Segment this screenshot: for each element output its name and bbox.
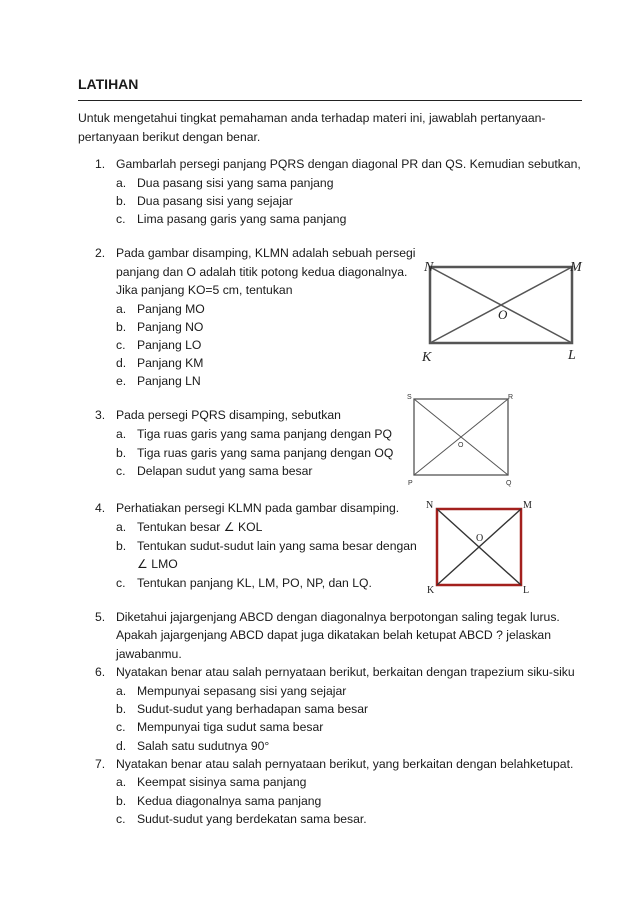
item-text: Panjang LO [137, 338, 202, 352]
item-label: d. [116, 356, 127, 370]
item-label: c. [116, 812, 126, 826]
vertex-label-s: S [407, 394, 412, 401]
item-text: Delapan sudut yang sama besar [137, 464, 313, 478]
question-number: 2. [95, 246, 106, 260]
vertex-label-r: R [508, 394, 514, 401]
question-text: Diketahui jajargenjang ABCD dengan diagonalnya berpotongan saling tegak lurus. [116, 610, 560, 624]
item-label: b. [116, 194, 127, 208]
vertex-label-l: L [523, 585, 530, 595]
question-text: Perhatiakan persegi KLMN pada gambar disamping. [116, 501, 400, 515]
figure-square-klmn [425, 497, 537, 595]
item-label: a. [116, 427, 127, 441]
item-text: Dua pasang sisi yang sejajar [137, 194, 293, 208]
item-text: Panjang LN [137, 374, 201, 388]
question-number: 7. [95, 757, 106, 771]
item-text: Sudut-sudut yang berdekatan sama besar. [137, 812, 367, 826]
item-label: b. [116, 320, 127, 334]
figure-square-pqrs [404, 391, 524, 487]
item-text: Salah satu sudutnya 90° [137, 739, 270, 753]
vertex-label-n: N [424, 260, 434, 275]
item-text: Lima pasang garis yang sama panjang [137, 212, 347, 226]
question-text: Gambarlah persegi panjang PQRS dengan diagonal PR dan QS. Kemudian sebutkan, [116, 157, 581, 171]
item-text: Mempunyai sepasang sisi yang sejajar [137, 684, 347, 698]
item-label: c. [116, 338, 126, 352]
center-label-o: O [458, 442, 464, 449]
question-number: 6. [95, 665, 106, 679]
question-text: Pada persegi PQRS disamping, sebutkan [116, 408, 341, 422]
question-text: Nyatakan benar atau salah pernyataan berikut, berkaitan dengan trapezium siku-siku [116, 665, 575, 679]
item-label: c. [116, 212, 126, 226]
center-label-o: O [476, 533, 484, 544]
question-text: Apakah jajargenjang ABCD dapat juga dikatakan belah ketupat ABCD ? jelaskan [116, 628, 551, 642]
vertex-label-m: M [523, 500, 532, 511]
center-label-o: O [498, 307, 508, 322]
vertex-label-k: K [422, 350, 432, 365]
item-label: c. [116, 720, 126, 734]
vertex-label-p: P [408, 480, 413, 487]
item-text: Panjang MO [137, 302, 205, 316]
question-text: panjang dan O adalah titik potong kedua diagonalnya. [116, 265, 408, 279]
item-label: a. [116, 176, 127, 190]
vertex-label-l: L [568, 348, 576, 363]
item-label: d. [116, 739, 127, 753]
item-text: Kedua diagonalnya sama panjang [137, 794, 322, 808]
question-text: Jika panjang KO=5 cm, tentukan [116, 283, 293, 297]
vertex-label-n: N [426, 500, 434, 511]
question-number: 4. [95, 501, 106, 515]
vertex-label-m: M [570, 260, 582, 275]
item-text: Tiga ruas garis yang sama panjang dengan OQ [137, 446, 394, 460]
item-text-continuation: ∠ LMO [137, 557, 178, 571]
item-label: c. [116, 576, 126, 590]
item-text: Keempat sisinya sama panjang [137, 775, 307, 789]
item-label: a. [116, 520, 127, 534]
question-text: jawabanmu. [116, 647, 182, 661]
figure-rectangle-klmn [418, 255, 588, 367]
item-label: e. [116, 374, 127, 388]
page-title: LATIHAN [78, 76, 139, 92]
item-text: Panjang NO [137, 320, 204, 334]
item-text: Tentukan besar ∠ KOL [137, 520, 263, 534]
question-text: Nyatakan benar atau salah pernyataan berikut, yang berkaitan dengan belahketupat. [116, 757, 574, 771]
item-text: Mempunyai tiga sudut sama besar [137, 720, 324, 734]
item-text: Dua pasang sisi yang sama panjang [137, 176, 334, 190]
intro-line-2: pertanyaan berikut dengan benar. [78, 130, 261, 144]
title-divider [78, 100, 582, 101]
item-label: a. [116, 302, 127, 316]
item-label: a. [116, 775, 127, 789]
vertex-label-k: K [427, 585, 435, 595]
item-text: Sudut-sudut yang berhadapan sama besar [137, 702, 369, 716]
question-number: 3. [95, 408, 106, 422]
item-label: b. [116, 702, 127, 716]
item-label: c. [116, 464, 126, 478]
item-text: Tiga ruas garis yang sama panjang dengan PQ [137, 427, 392, 441]
question-text: Pada gambar disamping, KLMN adalah sebuah persegi [116, 246, 416, 260]
item-label: b. [116, 446, 127, 460]
item-label: b. [116, 794, 127, 808]
item-label: b. [116, 539, 127, 553]
vertex-label-q: Q [506, 480, 512, 487]
item-text: Panjang KM [137, 356, 204, 370]
item-label: a. [116, 684, 127, 698]
item-text: Tentukan panjang KL, LM, PO, NP, dan LQ. [137, 576, 372, 590]
intro-line-1: Untuk mengetahui tingkat pemahaman anda terhadap materi ini, jawablah pertanyaan- [78, 111, 546, 125]
question-number: 1. [95, 157, 106, 171]
item-text: Tentukan sudut-sudut lain yang sama besar dengan [137, 539, 417, 553]
question-number: 5. [95, 610, 106, 624]
